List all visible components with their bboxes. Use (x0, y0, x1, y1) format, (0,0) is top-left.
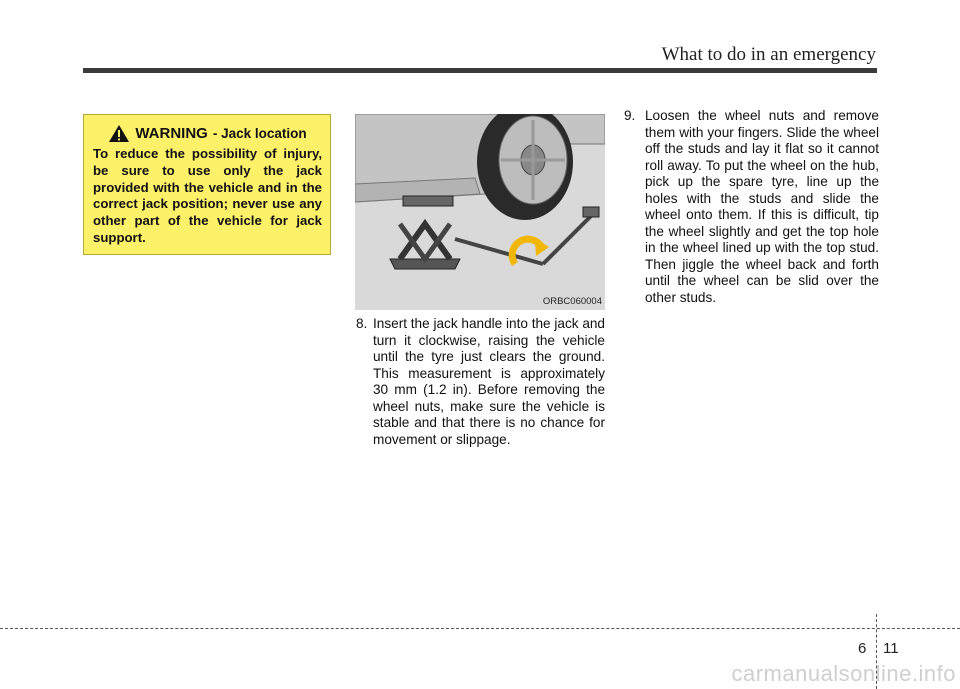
step-text: Insert the jack handle into the jack and turn it clockwise, raising the vehicle until the tyre just clears the ground. This measurement is approximately 30 mm (1.2 in). Before removing the wheel nuts, make sure the vehicle is stable and that there is no chance for movement or slippage. (373, 316, 605, 447)
warning-box (83, 114, 331, 255)
watermark: carmanualsonline.info (731, 661, 956, 686)
page-number: 11 (883, 640, 899, 657)
warning-triangle-icon (108, 124, 130, 143)
jack-illustration-art (355, 114, 605, 310)
step-text: Loosen the wheel nuts and remove them with your fingers. Slide the wheel off the studs and lay it flat so it cannot roll away. To put the wheel on the hub, pick up the spare tyre, line up the holes with the studs and slide the wheel onto them. If this is difficult, tip the wheel slightly and get the top hole in the wheel lined up with the top stud. Then jiggle the wheel back and forth until the wheel can be slid over the other studs. (645, 108, 879, 305)
warning-subtitle: - Jack location (212, 126, 307, 141)
footer-dashed-line (0, 628, 960, 629)
warning-header (93, 124, 322, 143)
page-chapter: 6 (858, 640, 867, 657)
step-8 (356, 316, 605, 448)
header-rule (83, 68, 877, 73)
step-number: 9. (624, 108, 636, 123)
warning-text: To reduce the possibility of injury, be sure to use only the jack provided with the vehicle and in the correct jack position; never use any other part of the vehicle for jack support. (93, 146, 322, 245)
step-number: 8. (356, 316, 368, 331)
step-9 (624, 108, 879, 306)
jack-illustration (355, 114, 605, 310)
header-title: What to do in an emergency (661, 44, 876, 65)
figure-code: ORBC060004 (542, 296, 602, 307)
warning-label: WARNING (135, 125, 208, 142)
